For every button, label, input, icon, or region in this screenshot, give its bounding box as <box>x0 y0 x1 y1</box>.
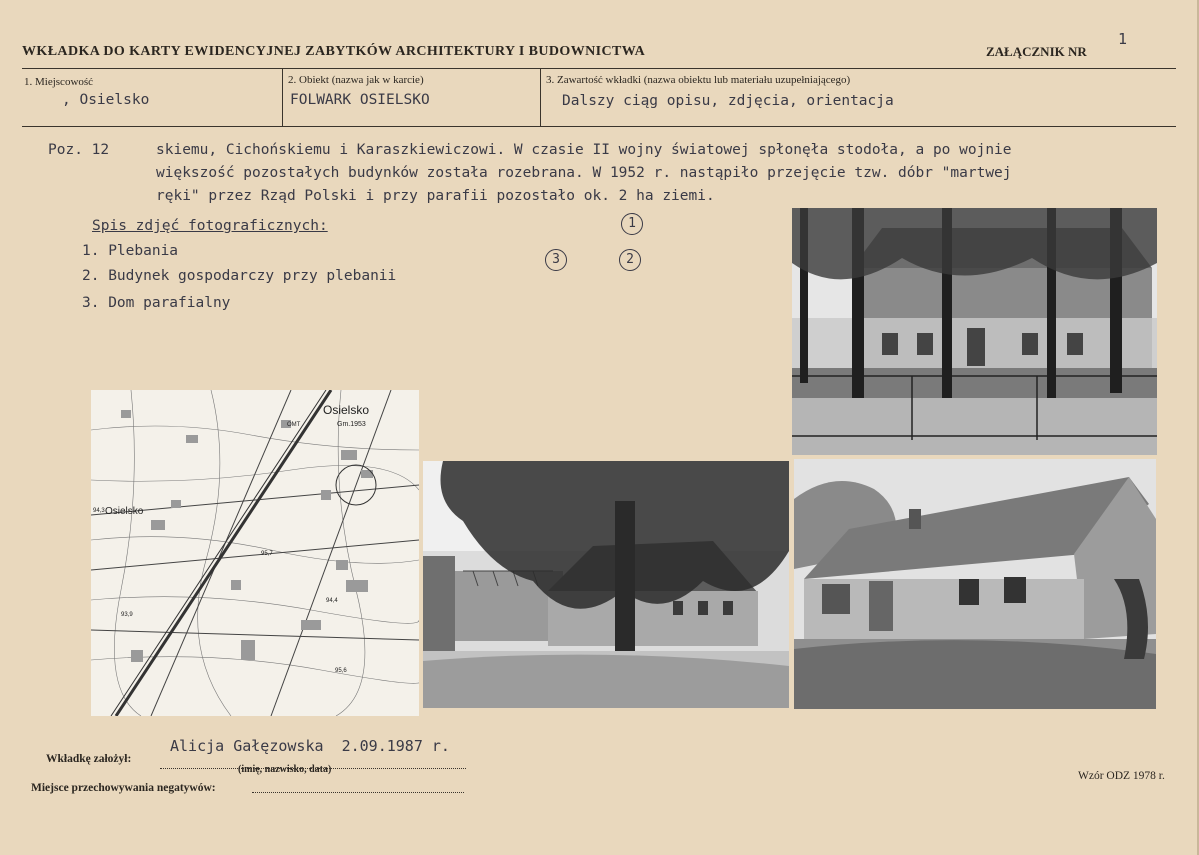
body-line: większość pozostałych budynków została rozebrana. W 1952 r. nastąpiło przejęcie tzw. dóbr "martwej <box>156 165 1012 181</box>
map-small-label: Gm.1953 <box>337 421 366 428</box>
content-value: Dalszy ciąg opisu, zdjęcia, orientacja <box>562 93 894 109</box>
annex-label: ZAŁĄCZNIK NR <box>986 44 1087 59</box>
photo-plebania-image <box>792 208 1157 455</box>
map-small-label: 95,7 <box>261 551 273 557</box>
position-number: Poz. 12 <box>48 142 110 158</box>
photo-parish-house-image <box>794 459 1156 709</box>
photo-number-marker: 1 <box>621 213 643 235</box>
map-small-label: OMT <box>287 422 301 428</box>
annex-number: 1 <box>1118 30 1128 48</box>
map-small-label: 94,4 <box>326 598 338 604</box>
map-place-label: Osielsko <box>105 506 144 517</box>
map-small-label: 94,3 <box>93 508 105 514</box>
map-small-label: 93,9 <box>121 612 133 618</box>
negatives-location-label: Miejsce przechowywania negatywów: <box>31 782 216 794</box>
field-divider <box>540 68 541 126</box>
field-divider <box>282 68 283 126</box>
photo-plebania <box>792 208 1157 455</box>
object-label: 2. Obiekt (nazwa jak w karcie) <box>288 74 424 86</box>
object-value: FOLWARK OSIELSKO <box>290 92 430 108</box>
fields-bottom-rule <box>22 126 1176 127</box>
form-version: Wzór ODZ 1978 r. <box>1078 770 1165 782</box>
locality-value: , Osielsko <box>62 92 150 108</box>
created-by-value: Alicja Gałęzowska 2.09.1987 r. <box>170 737 450 755</box>
orientation-map <box>91 390 419 716</box>
photo-number-marker: 2 <box>619 249 641 271</box>
body-line: ręki" przez Rząd Polski i przy parafii pozostało ok. 2 ha ziemi. <box>156 188 715 204</box>
photo-farm-building <box>423 461 789 708</box>
map-small-label: 95,6 <box>335 668 347 674</box>
created-by-label: Wkładkę założył: <box>46 753 132 765</box>
created-by-hint: (imię, nazwisko, data) <box>238 764 332 775</box>
negatives-location-line <box>252 792 464 793</box>
photo-farm-building-image <box>423 461 789 708</box>
locality-label: 1. Miejscowość <box>24 76 94 88</box>
photo-list-item: 2. Budynek gospodarczy przy plebanii <box>82 268 397 284</box>
map-drawing <box>91 390 419 716</box>
photo-list-item: 3. Dom parafialny <box>82 295 231 311</box>
header-rule <box>22 68 1176 69</box>
photo-parish-house <box>794 459 1156 709</box>
body-line: skiemu, Cichońskiemu i Karaszkiewiczowi. W czasie II wojny światowej spłonęła stodoła, a po wojnie <box>156 142 1012 158</box>
photo-number-marker: 3 <box>545 249 567 271</box>
photo-list-heading: Spis zdjęć fotograficznych: <box>92 218 328 234</box>
map-place-label: Osielsko <box>323 403 370 417</box>
card-title: WKŁADKA DO KARTY EWIDENCYJNEJ ZABYTKÓW ARCHITEKTURY I BUDOWNICTWA <box>22 44 646 59</box>
content-label: 3. Zawartość wkładki (nazwa obiektu lub materiału uzupełniającego) <box>546 74 851 86</box>
photo-list-item: 1. Plebania <box>82 243 179 259</box>
